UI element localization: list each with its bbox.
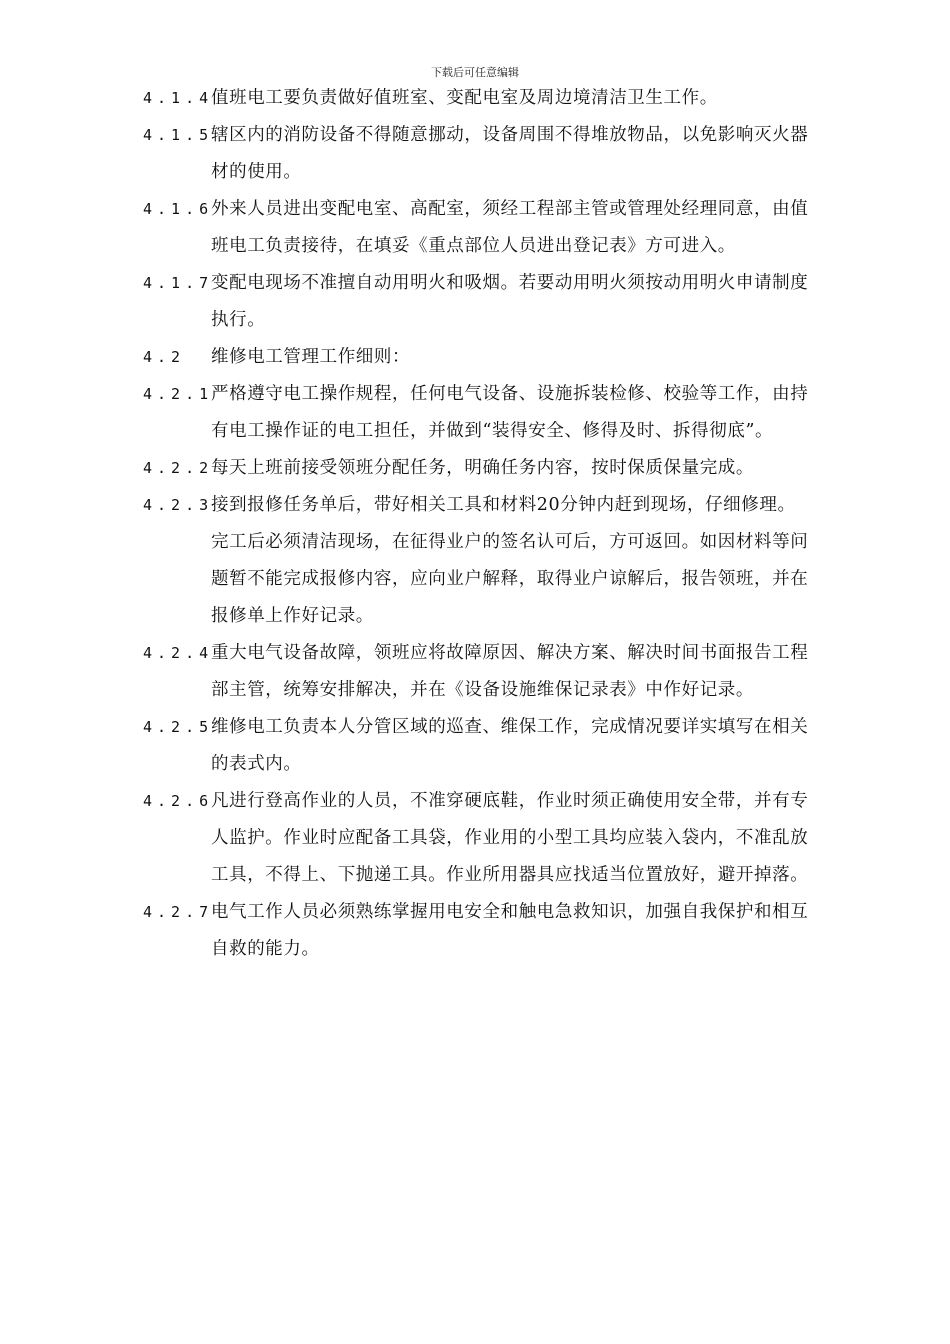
clause-text-line: 工具，不得上、下抛递工具。作业所用器具应找适当位置放好，避开掉落。 (211, 865, 809, 885)
clause-number: 4.1.7 (143, 274, 214, 292)
clause-text-line: 完工后必须清洁现场，在征得业户的签名认可后，方可返回。如因材料等问 (211, 532, 809, 552)
clause-text-line: 有电工操作证的电工担任，并做到“装得安全、修得及时、拆得彻底”。 (211, 421, 774, 441)
clause-text-line: 材的使用。 (211, 162, 302, 182)
clause-number: 4.2.5 (143, 718, 214, 736)
clause-text-line: 维修电工管理工作细则： (211, 347, 411, 367)
clause-number: 4.2 (143, 348, 186, 366)
clause-text-line: 变配电现场不准擅自动用明火和吸烟。若要动用明火须按动用明火申请制度 (211, 273, 809, 293)
clause-text-line: 严格遵守电工操作规程，任何电气设备、设施拆装检修、校验等工作，由持 (211, 384, 809, 404)
clause-text-line: 人监护。作业时应配备工具袋，作业用的小型工具均应装入袋内，不准乱放 (211, 828, 809, 848)
clause-text-line: 凡进行登高作业的人员，不准穿硬底鞋，作业时须正确使用安全带，并有专 (211, 791, 809, 811)
clause-number: 4.1.4 (143, 89, 214, 107)
clause-4-2-1 (0, 376, 851, 450)
clause-4-2-7 (0, 894, 851, 968)
clause-4-1-7 (0, 265, 851, 339)
clause-4-2-6 (0, 783, 851, 894)
clause-text-line: 值班电工要负责做好值班室、变配电室及周边境清洁卫生工作。 (211, 88, 718, 108)
clause-text-line: 报修单上作好记录。 (211, 606, 374, 626)
clause-number: 4.2.4 (143, 644, 214, 662)
clause-4-2-2 (0, 450, 851, 487)
clause-4-1-4 (0, 80, 851, 117)
clause-4-2 (0, 339, 851, 376)
clause-text-line: 自救的能力。 (211, 939, 320, 959)
clause-text-line: 执行。 (211, 310, 266, 330)
clause-4-1-5 (0, 117, 851, 191)
clause-4-2-5 (0, 709, 851, 783)
page-header: 下载后可任意编辑 (431, 66, 519, 79)
clause-text-line: 电气工作人员必须熟练掌握用电安全和触电急救知识，加强自我保护和相互 (211, 902, 809, 922)
clause-text-line: 题暂不能完成报修内容，应向业户解释，取得业户谅解后，报告领班，并在 (211, 569, 809, 589)
clause-text-line: 每天上班前接受领班分配任务，明确任务内容，按时保质保量完成。 (211, 458, 754, 478)
clause-number: 4.2.6 (143, 792, 214, 810)
clause-text-line: 外来人员进出变配电室、高配室，须经工程部主管或管理处经理同意，由值 (211, 199, 809, 219)
clause-text-line: 班电工负责接待，在填妥《重点部位人员进出登记表》方可进入。 (211, 236, 736, 256)
clause-4-1-6 (0, 191, 851, 265)
document-body (0, 80, 950, 968)
clause-text-line: 接到报修任务单后，带好相关工具和材料20分钟内赶到现场，仔细修理。 (211, 495, 796, 515)
clause-number: 4.1.5 (143, 126, 214, 144)
clause-number: 4.2.2 (143, 459, 214, 477)
clause-text-line: 辖区内的消防设备不得随意挪动，设备周围不得堆放物品，以免影响灭火器 (211, 125, 809, 145)
clause-number: 4.2.3 (143, 496, 214, 514)
clause-text-line: 维修电工负责本人分管区域的巡查、维保工作，完成情况要详实填写在相关 (211, 717, 809, 737)
clause-text-line: 的表式内。 (211, 754, 302, 774)
clause-4-2-4 (0, 635, 851, 709)
clause-4-2-3 (0, 487, 851, 635)
clause-number: 4.2.1 (143, 385, 214, 403)
clause-number: 4.2.7 (143, 903, 214, 921)
clause-text-line: 重大电气设备故障，领班应将故障原因、解决方案、解决时间书面报告工程 (211, 643, 809, 663)
clause-text-line: 部主管，统筹安排解决，并在《设备设施维保记录表》中作好记录。 (211, 680, 754, 700)
clause-number: 4.1.6 (143, 200, 214, 218)
